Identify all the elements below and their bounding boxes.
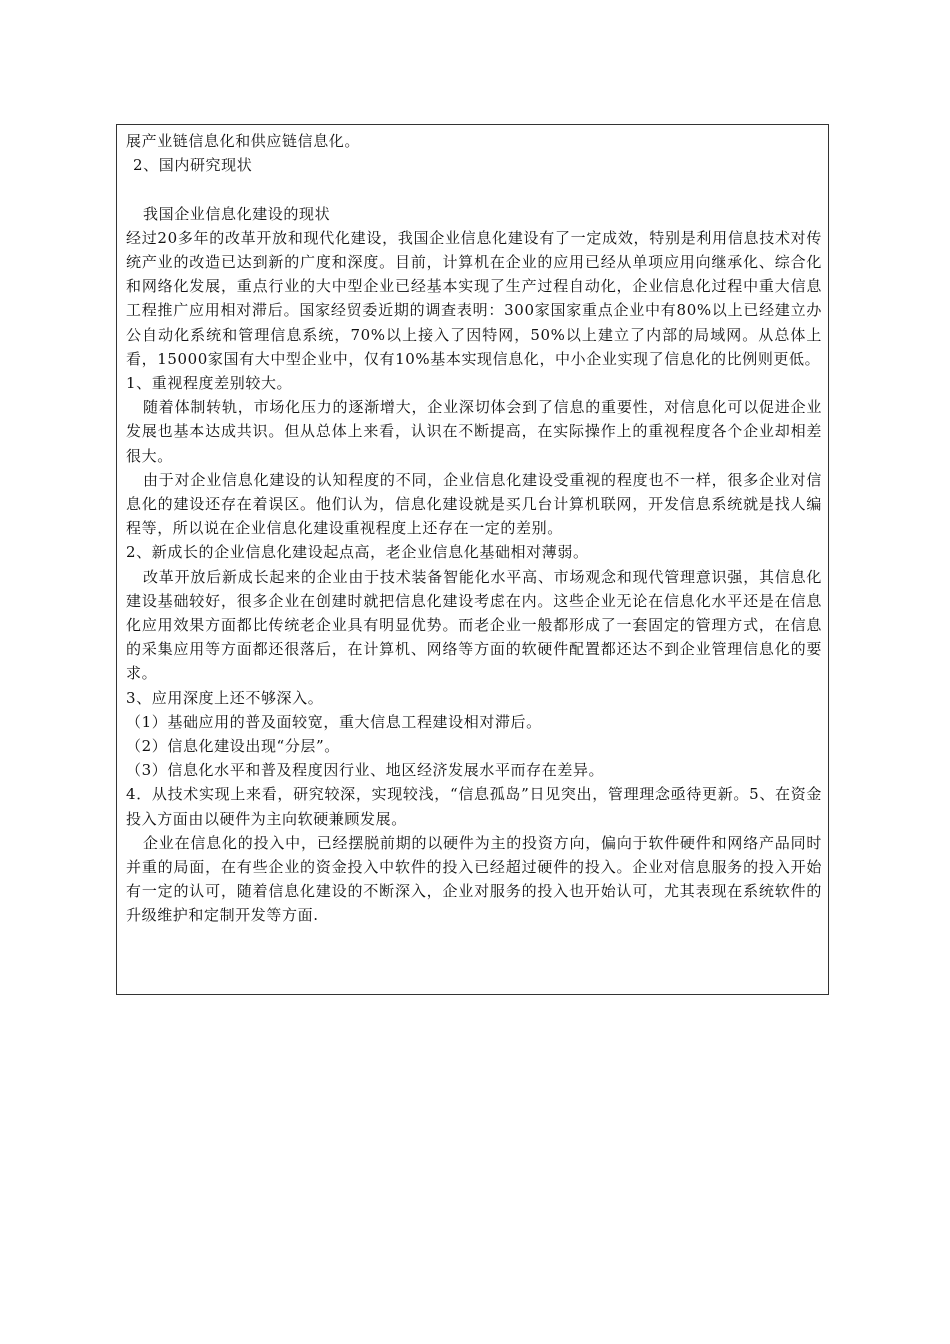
point-2-heading: 2、新成长的企业信息化建设起点高，老企业信息化基础相对薄弱。 xyxy=(126,543,589,562)
continued-line: 展产业链信息化和供应链信息化。 xyxy=(126,132,361,150)
point-5-paragraph: 企业在信息化的投入中，已经摆脱前期的以硬件为主的投资方向，偏向于软件硬件和网络产品同时并重的局面，在有些企业的资金投入中软件的投入已经超过硬件的投入。企业对信息服务的投入开始有一定的认可，随着信息化建设的不断深入，企业对服务的投入也开始认可，尤其表现在系统软件的升级维护和定制开发等方面. xyxy=(126,833,822,925)
document-body xyxy=(126,129,822,928)
point-3-sub-item-2: （2）信息化建设出现“分层”。 xyxy=(126,737,340,756)
point-4-5-paragraph: 4．从技术实现上来看，研究较深，实现较浅，“信息孤岛”日见突出，管理理念亟待更新。5、在资金投入方面由以硬件为主向软硬兼顾发展。 xyxy=(126,785,822,828)
point-1-paragraph-2: 由于对企业信息化建设的认知程度的不同，企业信息化建设受重视的程度也不一样，很多企业对信息化的建设还存在着误区。他们认为，信息化建设就是买几台计算机联网，开发信息系统就是找人编程等，所以说在企业信息化建设重视程度上还存在一定的差别。 xyxy=(126,470,822,538)
section-heading: 2、国内研究现状 xyxy=(133,156,253,175)
point-1-paragraph-1: 随着体制转轨，市场化压力的逐渐增大，企业深切体会到了信息的重要性，对信息化可以促进企业发展也基本达成共识。但从总体上来看，认识在不断提高，在实际操作上的重视程度各个企业却相差很大。 xyxy=(126,398,822,465)
point-3-sub-item-3: （3）信息化水平和普及程度因行业、地区经济发展水平而存在差异。 xyxy=(126,761,605,780)
blank-line xyxy=(126,177,822,201)
point-3-sub-item-1: （1）基础应用的普及面较宽，重大信息工程建设相对滞后。 xyxy=(126,712,542,731)
intro-paragraph: 经过20多年的改革开放和现代化建设，我国企业信息化建设有了一定成效，特别是利用信息技术对传统产业的改造已达到新的广度和深度。目前，计算机在企业的应用已经从单项应用向继承化、综合化和网络化发展，重点行业的大中型企业已经基本实现了生产过程自动化，企业信息化过程中重大信息工程推广应用相对滞后。国家经贸委近期的调查表明：300家国家重点企业中有80%以上已经建立办公自动化系统和管理信息系统，70%以上接入了因特网，50%以上建立了内部的局域网。从总体上看，15000家国有大中型企业中，仅有10%基本实现信息化，中小企业实现了信息化的比例则更低。 xyxy=(126,228,822,368)
document-frame xyxy=(116,124,829,995)
point-1-heading: 1、重视程度差别较大。 xyxy=(126,374,293,393)
point-2-paragraph: 改革开放后新成长起来的企业由于技术装备智能化水平高、市场观念和现代管理意识强，其信息化建设基础较好，很多企业在创建时就把信息化建设考虑在内。这些企业无论在信息化水平还是在信息化应用效果方面都比传统老企业具有明显优势。而老企业一般都形成了一套固定的管理方式，在信息的采集应用等方面都还很落后，在计算机、网络等方面的软硬件配置都还达不到企业管理信息化的要求。 xyxy=(126,567,822,683)
subheading: 我国企业信息化建设的现状 xyxy=(143,204,331,223)
point-3-heading: 3、应用深度上还不够深入。 xyxy=(126,688,324,707)
